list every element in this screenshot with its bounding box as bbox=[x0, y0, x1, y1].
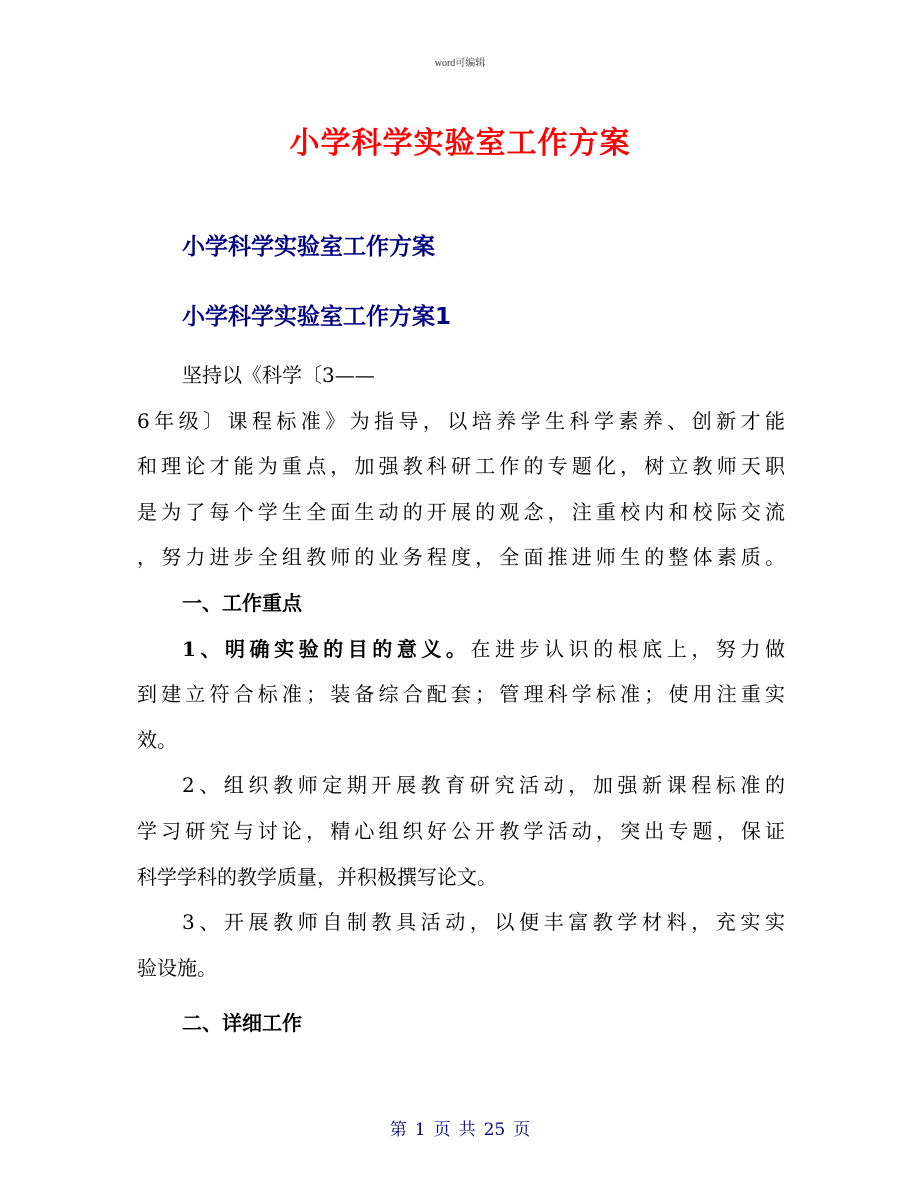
item2-line3: 科学学科的教学质量，并积极撰写论文。 bbox=[137, 864, 497, 889]
para1-line5: ，努力进步全组教师的业务程度，全面推进师生的整体素质。 bbox=[137, 545, 785, 570]
header-note: word可编辑 bbox=[434, 58, 486, 69]
item2-line2: 学习研究与讨论，精心组织好公开教学活动，突出专题，保证 bbox=[137, 818, 785, 843]
item3-line2: 验设施。 bbox=[137, 955, 217, 980]
para1-line2: 6年级〕课程标准》为指导，以培养学生科学素养、创新才能 bbox=[137, 408, 785, 433]
item1-line3: 效。 bbox=[137, 727, 177, 752]
item1-line1-rest: 在进步认识的根底上，努力做 bbox=[470, 636, 786, 661]
section2-heading: 二、详细工作 bbox=[182, 1011, 302, 1036]
paragraph-gap bbox=[137, 991, 785, 1001]
item3-line1: 3、开展教师自制教具活动，以便丰富教学材料，充实实 bbox=[182, 910, 785, 935]
section-heading-main: 小学科学实验室工作方案 bbox=[182, 234, 435, 260]
para1-line3: 和理论才能为重点，加强教科研工作的专题化，树立教师天职 bbox=[137, 454, 785, 479]
footer-page-word: 页 bbox=[433, 1120, 451, 1140]
footer-total-word: 共 bbox=[458, 1120, 476, 1140]
item1-line1 bbox=[137, 627, 785, 673]
body-text bbox=[137, 353, 785, 1047]
document-title: 小学科学实验室工作方案 bbox=[289, 126, 631, 161]
para1-line1: 坚持以《科学〔3—— bbox=[182, 363, 375, 387]
section-heading-plan-1: 小学科学实验室工作方案1 bbox=[182, 304, 452, 330]
footer-prefix: 第 bbox=[389, 1120, 407, 1140]
page-footer bbox=[0, 1115, 920, 1140]
item1-bold-lead: 1、明确实验的目的意义。 bbox=[182, 636, 471, 661]
section1-heading: 一、工作重点 bbox=[182, 590, 302, 615]
footer-page-number: 1 bbox=[414, 1120, 426, 1140]
footer-total-pages: 25 bbox=[483, 1120, 506, 1140]
item2-line1: 2、组织教师定期开展教育研究活动，加强新课程标准的 bbox=[182, 773, 785, 798]
item1-line2: 到建立符合标准；装备综合配套；管理科学标准；使用注重实 bbox=[137, 682, 785, 707]
para1-line4: 是为了每个学生全面生动的开展的观念，注重校内和校际交流 bbox=[137, 499, 785, 524]
footer-suffix: 页 bbox=[513, 1120, 531, 1140]
